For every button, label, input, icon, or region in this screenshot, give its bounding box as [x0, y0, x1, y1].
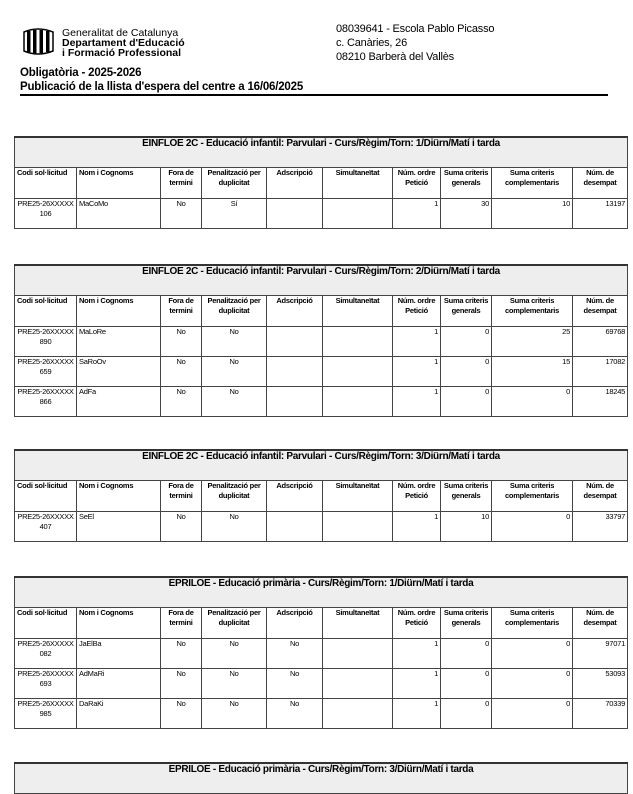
school-city: 08210 Barberà del Vallès	[336, 51, 454, 63]
table-cell: PRE25-26XXXXX866	[15, 387, 77, 417]
table-cell: No	[161, 387, 202, 417]
document-title	[20, 66, 608, 96]
table-cell: 33797	[573, 512, 628, 542]
column-header: Codi sol·licitud	[15, 481, 77, 512]
column-header: Suma criteris complementaris	[492, 481, 573, 512]
column-header: Adscripció	[267, 608, 323, 639]
column-header-row	[15, 481, 628, 512]
document-title-line1: Obligatòria - 2025-2026	[20, 67, 142, 79]
table-cell: No	[161, 699, 202, 729]
table-cell: 1	[393, 669, 441, 699]
table-cell: No	[161, 639, 202, 669]
section-title: EPRILOE - Educació primària - Curs/Règim/Torn: 3/Diürn/Matí i tarda	[15, 763, 628, 794]
table-cell: 0	[441, 327, 492, 357]
table-cell: 70339	[573, 699, 628, 729]
waiting-list-table	[14, 136, 628, 229]
table-row	[15, 199, 628, 229]
section-title: EPRILOE - Educació primària - Curs/Règim/Torn: 1/Diürn/Matí i tarda	[15, 577, 628, 608]
table-cell: No	[202, 669, 267, 699]
table-cell: No	[202, 699, 267, 729]
table-cell: PRE25-26XXXXX106	[15, 199, 77, 229]
column-header: Nom i Cognoms	[77, 168, 161, 199]
table-cell: No	[202, 639, 267, 669]
table-cell: No	[202, 387, 267, 417]
column-header: Núm. ordre Petició	[393, 168, 441, 199]
table-cell: SeEl	[77, 512, 161, 542]
table-cell: No	[202, 357, 267, 387]
column-header: Simultaneïtat	[323, 481, 393, 512]
table-cell	[323, 639, 393, 669]
table-cell: 97071	[573, 639, 628, 669]
org-line: i Formació Professional	[62, 47, 182, 59]
table-cell: AdMaRi	[77, 669, 161, 699]
table-cell: 0	[492, 639, 573, 669]
table-cell: 17082	[573, 357, 628, 387]
column-header: Nom i Cognoms	[77, 296, 161, 327]
table-cell	[267, 327, 323, 357]
table-cell: 1	[393, 512, 441, 542]
table-cell: No	[202, 512, 267, 542]
table-cell	[323, 669, 393, 699]
table-cell: 0	[492, 669, 573, 699]
waiting-list-table	[14, 576, 628, 729]
table-cell: 1	[393, 639, 441, 669]
table-cell: 30	[441, 199, 492, 229]
column-header-row	[15, 168, 628, 199]
table-cell: 0	[441, 639, 492, 669]
table-cell: 1	[393, 327, 441, 357]
table-cell: No	[161, 669, 202, 699]
table-cell: 1	[393, 387, 441, 417]
column-header: Suma criteris complementaris	[492, 168, 573, 199]
table-cell	[323, 699, 393, 729]
school-name: 08039641 - Escola Pablo Picasso	[336, 23, 495, 35]
table-cell: 53093	[573, 669, 628, 699]
waiting-list-table	[14, 762, 628, 794]
table-row	[15, 357, 628, 387]
column-header: Simultaneïtat	[323, 608, 393, 639]
document-title-line2: Publicació de la llista d'espera del centre a 16/06/2025	[20, 81, 304, 93]
column-header: Simultaneïtat	[323, 168, 393, 199]
table-row	[15, 512, 628, 542]
table-cell	[323, 512, 393, 542]
organization-name	[62, 28, 185, 58]
table-cell: SaRoOv	[77, 357, 161, 387]
table-cell: No	[161, 512, 202, 542]
table-row	[15, 639, 628, 669]
column-header: Suma criteris generals	[441, 608, 492, 639]
column-header: Fora de termini	[161, 296, 202, 327]
column-header: Núm. de desempat	[573, 481, 628, 512]
column-header: Adscripció	[267, 168, 323, 199]
table-cell: 10	[441, 512, 492, 542]
table-cell: PRE25-26XXXXX659	[15, 357, 77, 387]
waiting-list-table	[14, 264, 628, 417]
column-header-row	[15, 608, 628, 639]
table-cell: 0	[492, 387, 573, 417]
table-cell: MaLoRe	[77, 327, 161, 357]
column-header: Nom i Cognoms	[77, 608, 161, 639]
table-cell	[267, 357, 323, 387]
table-cell: 0	[441, 357, 492, 387]
table-cell: No	[161, 199, 202, 229]
table-cell	[323, 199, 393, 229]
column-header: Simultaneïtat	[323, 296, 393, 327]
table-cell: No	[161, 327, 202, 357]
column-header: Núm. ordre Petició	[393, 481, 441, 512]
generalitat-logo	[22, 28, 55, 55]
column-header: Penalització per duplicitat	[202, 168, 267, 199]
column-header: Penalització per duplicitat	[202, 481, 267, 512]
column-header: Adscripció	[267, 296, 323, 327]
column-header: Núm. ordre Petició	[393, 296, 441, 327]
section-title: EINFLOE 2C - Educació infantil: Parvulari - Curs/Règim/Torn: 2/Diürn/Matí i tarda	[15, 265, 628, 296]
table-cell: 10	[492, 199, 573, 229]
table-cell: 13197	[573, 199, 628, 229]
table-cell: No	[202, 327, 267, 357]
column-header: Penalització per duplicitat	[202, 608, 267, 639]
table-cell	[267, 512, 323, 542]
column-header: Suma criteris complementaris	[492, 608, 573, 639]
table-cell: JaElBa	[77, 639, 161, 669]
table-cell: 0	[441, 387, 492, 417]
column-header: Núm. de desempat	[573, 168, 628, 199]
table-cell: PRE25-26XXXXX985	[15, 699, 77, 729]
column-header: Codi sol·licitud	[15, 296, 77, 327]
table-row	[15, 699, 628, 729]
column-header: Fora de termini	[161, 608, 202, 639]
table-cell: 0	[441, 669, 492, 699]
table-cell	[323, 327, 393, 357]
table-cell: PRE25-26XXXXX693	[15, 669, 77, 699]
table-row	[15, 669, 628, 699]
table-cell: Sí	[202, 199, 267, 229]
table-cell: 1	[393, 357, 441, 387]
table-cell: 0	[492, 699, 573, 729]
table-cell: DaRaKi	[77, 699, 161, 729]
table-cell: MaCoMo	[77, 199, 161, 229]
table-cell: PRE25-26XXXXX082	[15, 639, 77, 669]
column-header: Adscripció	[267, 481, 323, 512]
table-cell	[267, 199, 323, 229]
table-cell: No	[267, 669, 323, 699]
column-header: Fora de termini	[161, 481, 202, 512]
table-cell: No	[161, 357, 202, 387]
table-cell: 1	[393, 199, 441, 229]
school-street: c. Canàries, 26	[336, 37, 407, 49]
table-cell: No	[267, 639, 323, 669]
table-cell	[267, 387, 323, 417]
column-header: Núm. de desempat	[573, 296, 628, 327]
school-address	[336, 22, 494, 64]
column-header: Suma criteris complementaris	[492, 296, 573, 327]
table-cell: 25	[492, 327, 573, 357]
table-cell: 15	[492, 357, 573, 387]
column-header-row	[15, 296, 628, 327]
column-header: Penalització per duplicitat	[202, 296, 267, 327]
table-cell	[323, 357, 393, 387]
column-header: Nom i Cognoms	[77, 481, 161, 512]
waiting-list-table	[14, 449, 628, 542]
table-cell: PRE25-26XXXXX407	[15, 512, 77, 542]
section-title: EINFLOE 2C - Educació infantil: Parvulari - Curs/Règim/Torn: 3/Diürn/Matí i tarda	[15, 450, 628, 481]
table-row	[15, 387, 628, 417]
table-cell: 0	[492, 512, 573, 542]
table-cell: 69768	[573, 327, 628, 357]
table-cell: No	[267, 699, 323, 729]
table-cell: 1	[393, 699, 441, 729]
column-header: Suma criteris generals	[441, 296, 492, 327]
table-cell	[323, 387, 393, 417]
table-row	[15, 327, 628, 357]
table-cell: 0	[441, 699, 492, 729]
column-header: Codi sol·licitud	[15, 168, 77, 199]
column-header: Suma criteris generals	[441, 481, 492, 512]
column-header: Núm. ordre Petició	[393, 608, 441, 639]
column-header: Fora de termini	[161, 168, 202, 199]
column-header: Núm. de desempat	[573, 608, 628, 639]
column-header: Suma criteris generals	[441, 168, 492, 199]
org-line: Generalitat de Catalunya	[62, 27, 179, 39]
table-cell: PRE25-26XXXXX890	[15, 327, 77, 357]
column-header: Codi sol·licitud	[15, 608, 77, 639]
table-cell: 18245	[573, 387, 628, 417]
org-line: Departament d'Educació	[62, 37, 185, 49]
table-cell: AdFa	[77, 387, 161, 417]
section-title: EINFLOE 2C - Educació infantil: Parvulari - Curs/Règim/Torn: 1/Diürn/Matí i tarda	[15, 137, 628, 168]
